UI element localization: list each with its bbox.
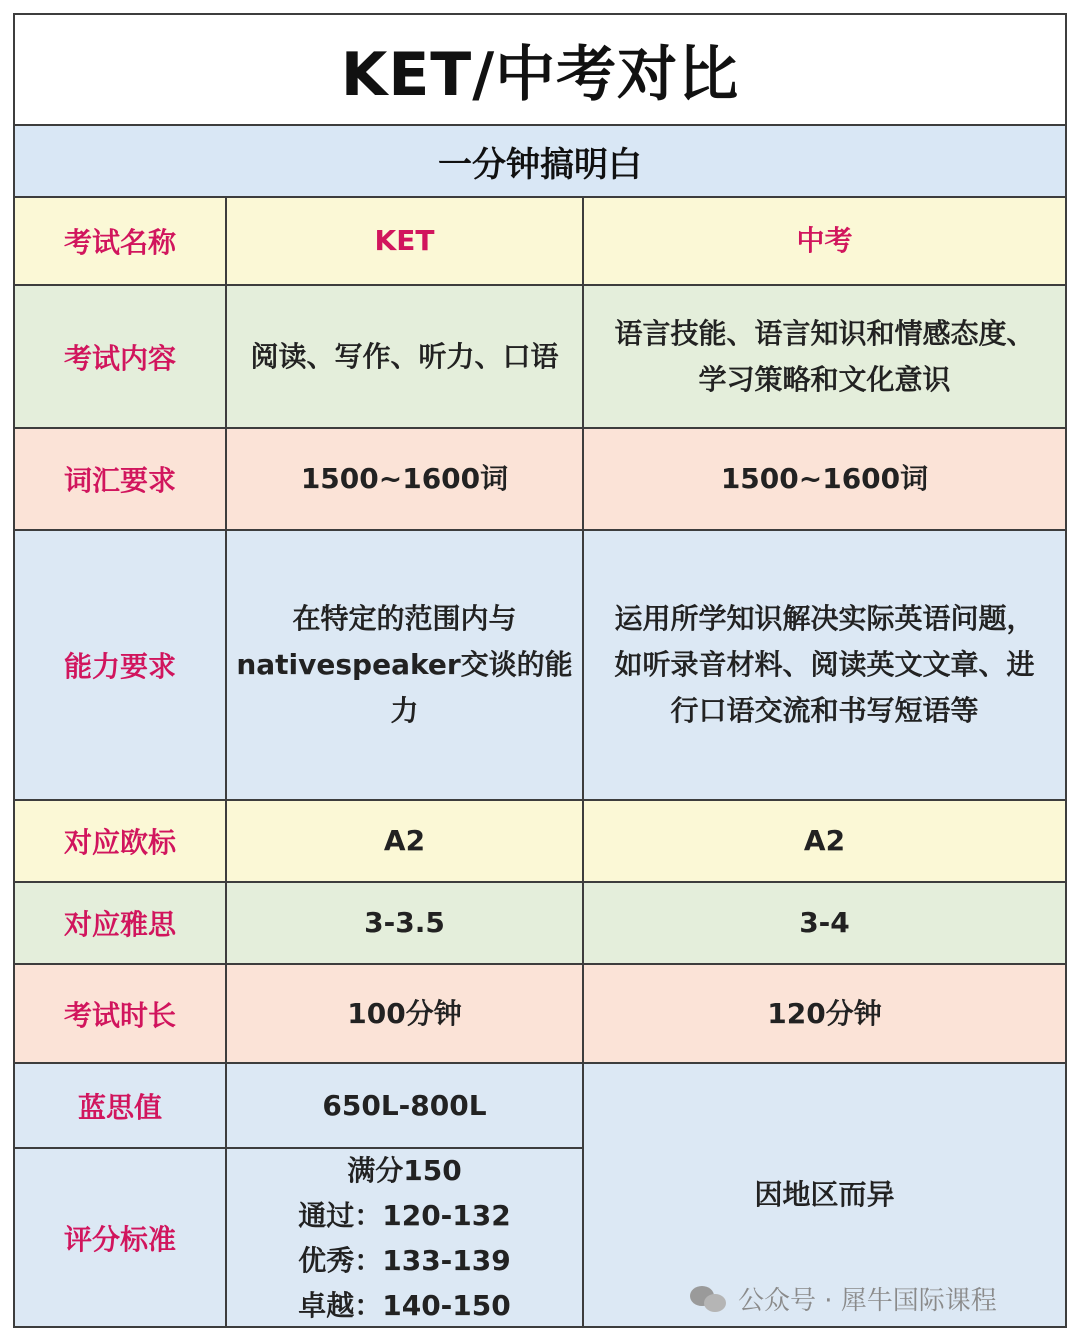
page-subtitle: 一分钟搞明白	[15, 126, 1065, 198]
zhongkao-ability	[584, 531, 1065, 801]
zhongkao-content	[584, 286, 1065, 429]
zhongkao-cefr: A2	[584, 801, 1065, 883]
row-label-cefr: 对应欧标	[15, 801, 227, 883]
ket-ability	[227, 531, 584, 801]
zhongkao-vocab: 1500~1600词	[584, 429, 1065, 531]
row-label-exam-name: 考试名称	[15, 198, 227, 286]
ket-scoring-line: 满分150	[347, 1153, 462, 1187]
ket-ability-line: 力	[390, 694, 419, 727]
ket-duration: 100分钟	[227, 965, 584, 1064]
wechat-icon	[690, 1284, 730, 1314]
row-label-lexile: 蓝思值	[15, 1064, 227, 1149]
ket-ielts: 3-3.5	[227, 883, 584, 965]
row-label-duration: 考试时长	[15, 965, 227, 1064]
ket-scoring-line: 通过：120-132	[298, 1198, 511, 1232]
zhongkao-duration: 120分钟	[584, 965, 1065, 1064]
ket-lexile: 650L-800L	[227, 1064, 584, 1149]
ket-vocab: 1500~1600词	[227, 429, 584, 531]
ket-content: 阅读、写作、听力、口语	[227, 286, 584, 429]
row-label-content: 考试内容	[15, 286, 227, 429]
zhongkao-ability-line: 运用所学知识解决实际英语问题，	[614, 602, 1035, 635]
row-label-ability: 能力要求	[15, 531, 227, 801]
ket-scoring	[227, 1149, 584, 1326]
column-header-ket: KET	[227, 198, 584, 286]
ket-scoring-line: 卓越：140-150	[298, 1288, 511, 1322]
zhongkao-content-line: 学习策略和文化意识	[698, 362, 951, 396]
row-label-vocab: 词汇要求	[15, 429, 227, 531]
row-label-scoring: 评分标准	[15, 1149, 227, 1326]
zhongkao-lexile-scoring: 因地区而异	[584, 1064, 1065, 1326]
zhongkao-ability-line: 如听录音材料、阅读英文文章、进	[614, 648, 1035, 681]
watermark-text: 公众号 · 犀牛国际课程	[738, 1286, 997, 1316]
column-header-zhongkao: 中考	[584, 198, 1065, 286]
zhongkao-content-line: 语言技能、语言知识和情感态度、	[614, 316, 1035, 350]
watermark	[690, 1280, 997, 1317]
ket-ability-line: 在特定的范围内与	[292, 602, 517, 635]
zhongkao-ielts: 3-4	[584, 883, 1065, 965]
ket-ability-line: nativespeaker交谈的能	[236, 648, 573, 681]
comparison-table	[13, 13, 1067, 1328]
zhongkao-ability-line: 行口语交流和书写短语等	[670, 694, 979, 727]
page-title: KET/中考对比	[15, 15, 1065, 126]
ket-cefr: A2	[227, 801, 584, 883]
row-label-ielts: 对应雅思	[15, 883, 227, 965]
ket-scoring-line: 优秀：133-139	[298, 1243, 511, 1277]
